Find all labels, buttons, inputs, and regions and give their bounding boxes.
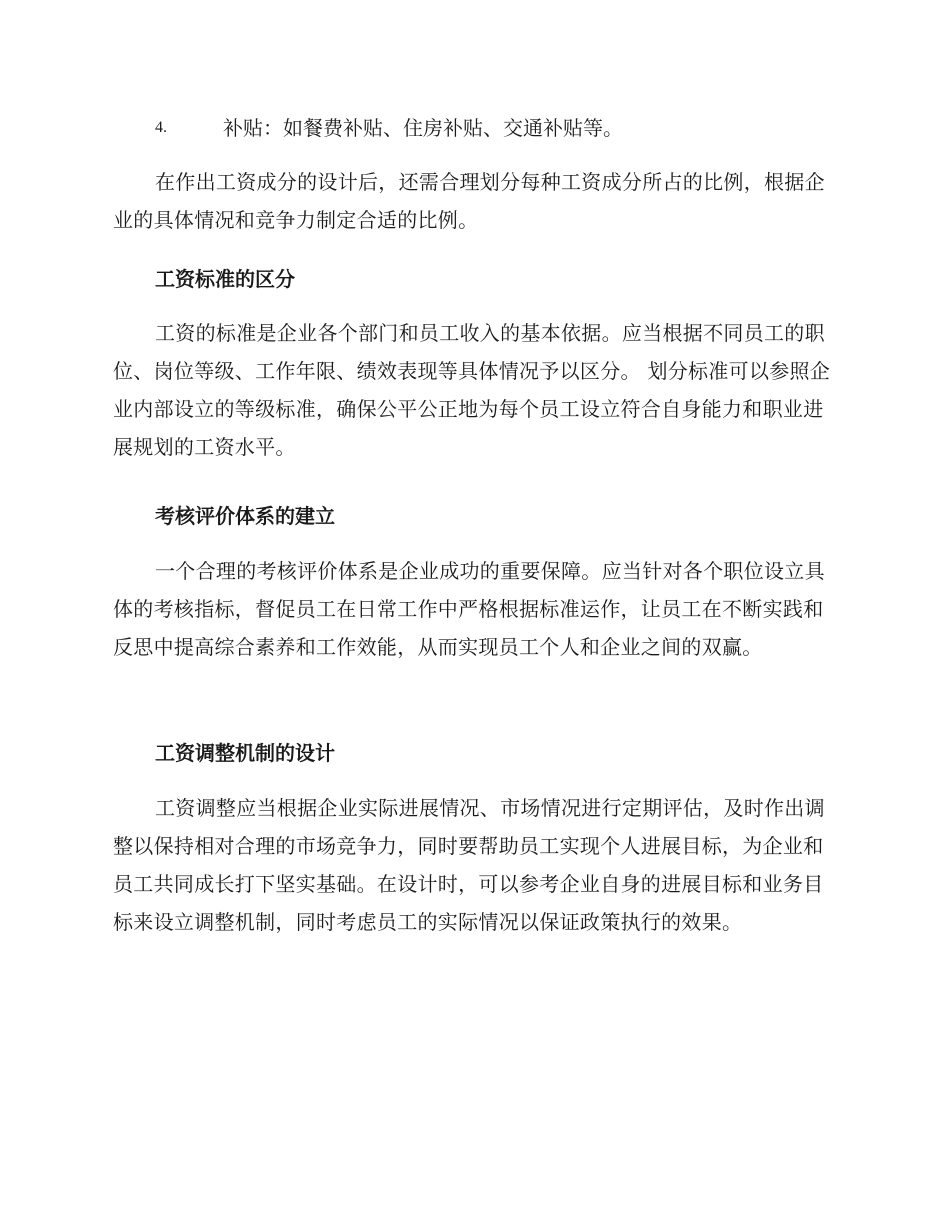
paragraph-wage-adjustment: 工资调整应当根据企业实际进展情况、市场情况进行定期评估，及时作出调整以保持相对合理的市场竞争力，同时要帮助员工实现个人进展目标，为企业和员工共同成长打下坚实基础。在设计时，可以参考企业自身的进展目标和业务目标来设立调整机制，同时考虑员工的实际情况以保证政策执行的效果。 <box>113 796 825 934</box>
heading-evaluation-system: 考核评价体系的建立 <box>155 504 335 528</box>
paragraph-evaluation-system: 一个合理的考核评价体系是企业成功的重要保障。应当针对各个职位设立具体的考核指标，督促员工在日常工作中严格根据标准运作，让员工在不断实践和反思中提高综合素养和工作效能，从而实现员工个人和企业之间的双赢。 <box>113 559 825 659</box>
paragraph-wage-ratio: 在作出工资成分的设计后，还需合理划分每种工资成分所占的比例，根据企业的具体情况和竞争力制定合适的比例。 <box>113 170 825 232</box>
list-number: 4. <box>155 119 167 136</box>
list-text: 补贴：如餐费补贴、住房补贴、交通补贴等。 <box>223 116 623 140</box>
heading-wage-standard: 工资标准的区分 <box>155 267 295 291</box>
list-item-allowance <box>113 112 833 144</box>
heading-wage-adjustment: 工资调整机制的设计 <box>155 741 335 765</box>
paragraph-wage-standard: 工资的标准是企业各个部门和员工收入的基本依据。应当根据不同员工的职位、岗位等级、工作年限、绩效表现等具体情况予以区分。 划分标准可以参照企业内部设立的等级标准，确保公平公正地为每个员工设立符合自身能力和职业进展规划的工资水平。 <box>113 321 831 459</box>
